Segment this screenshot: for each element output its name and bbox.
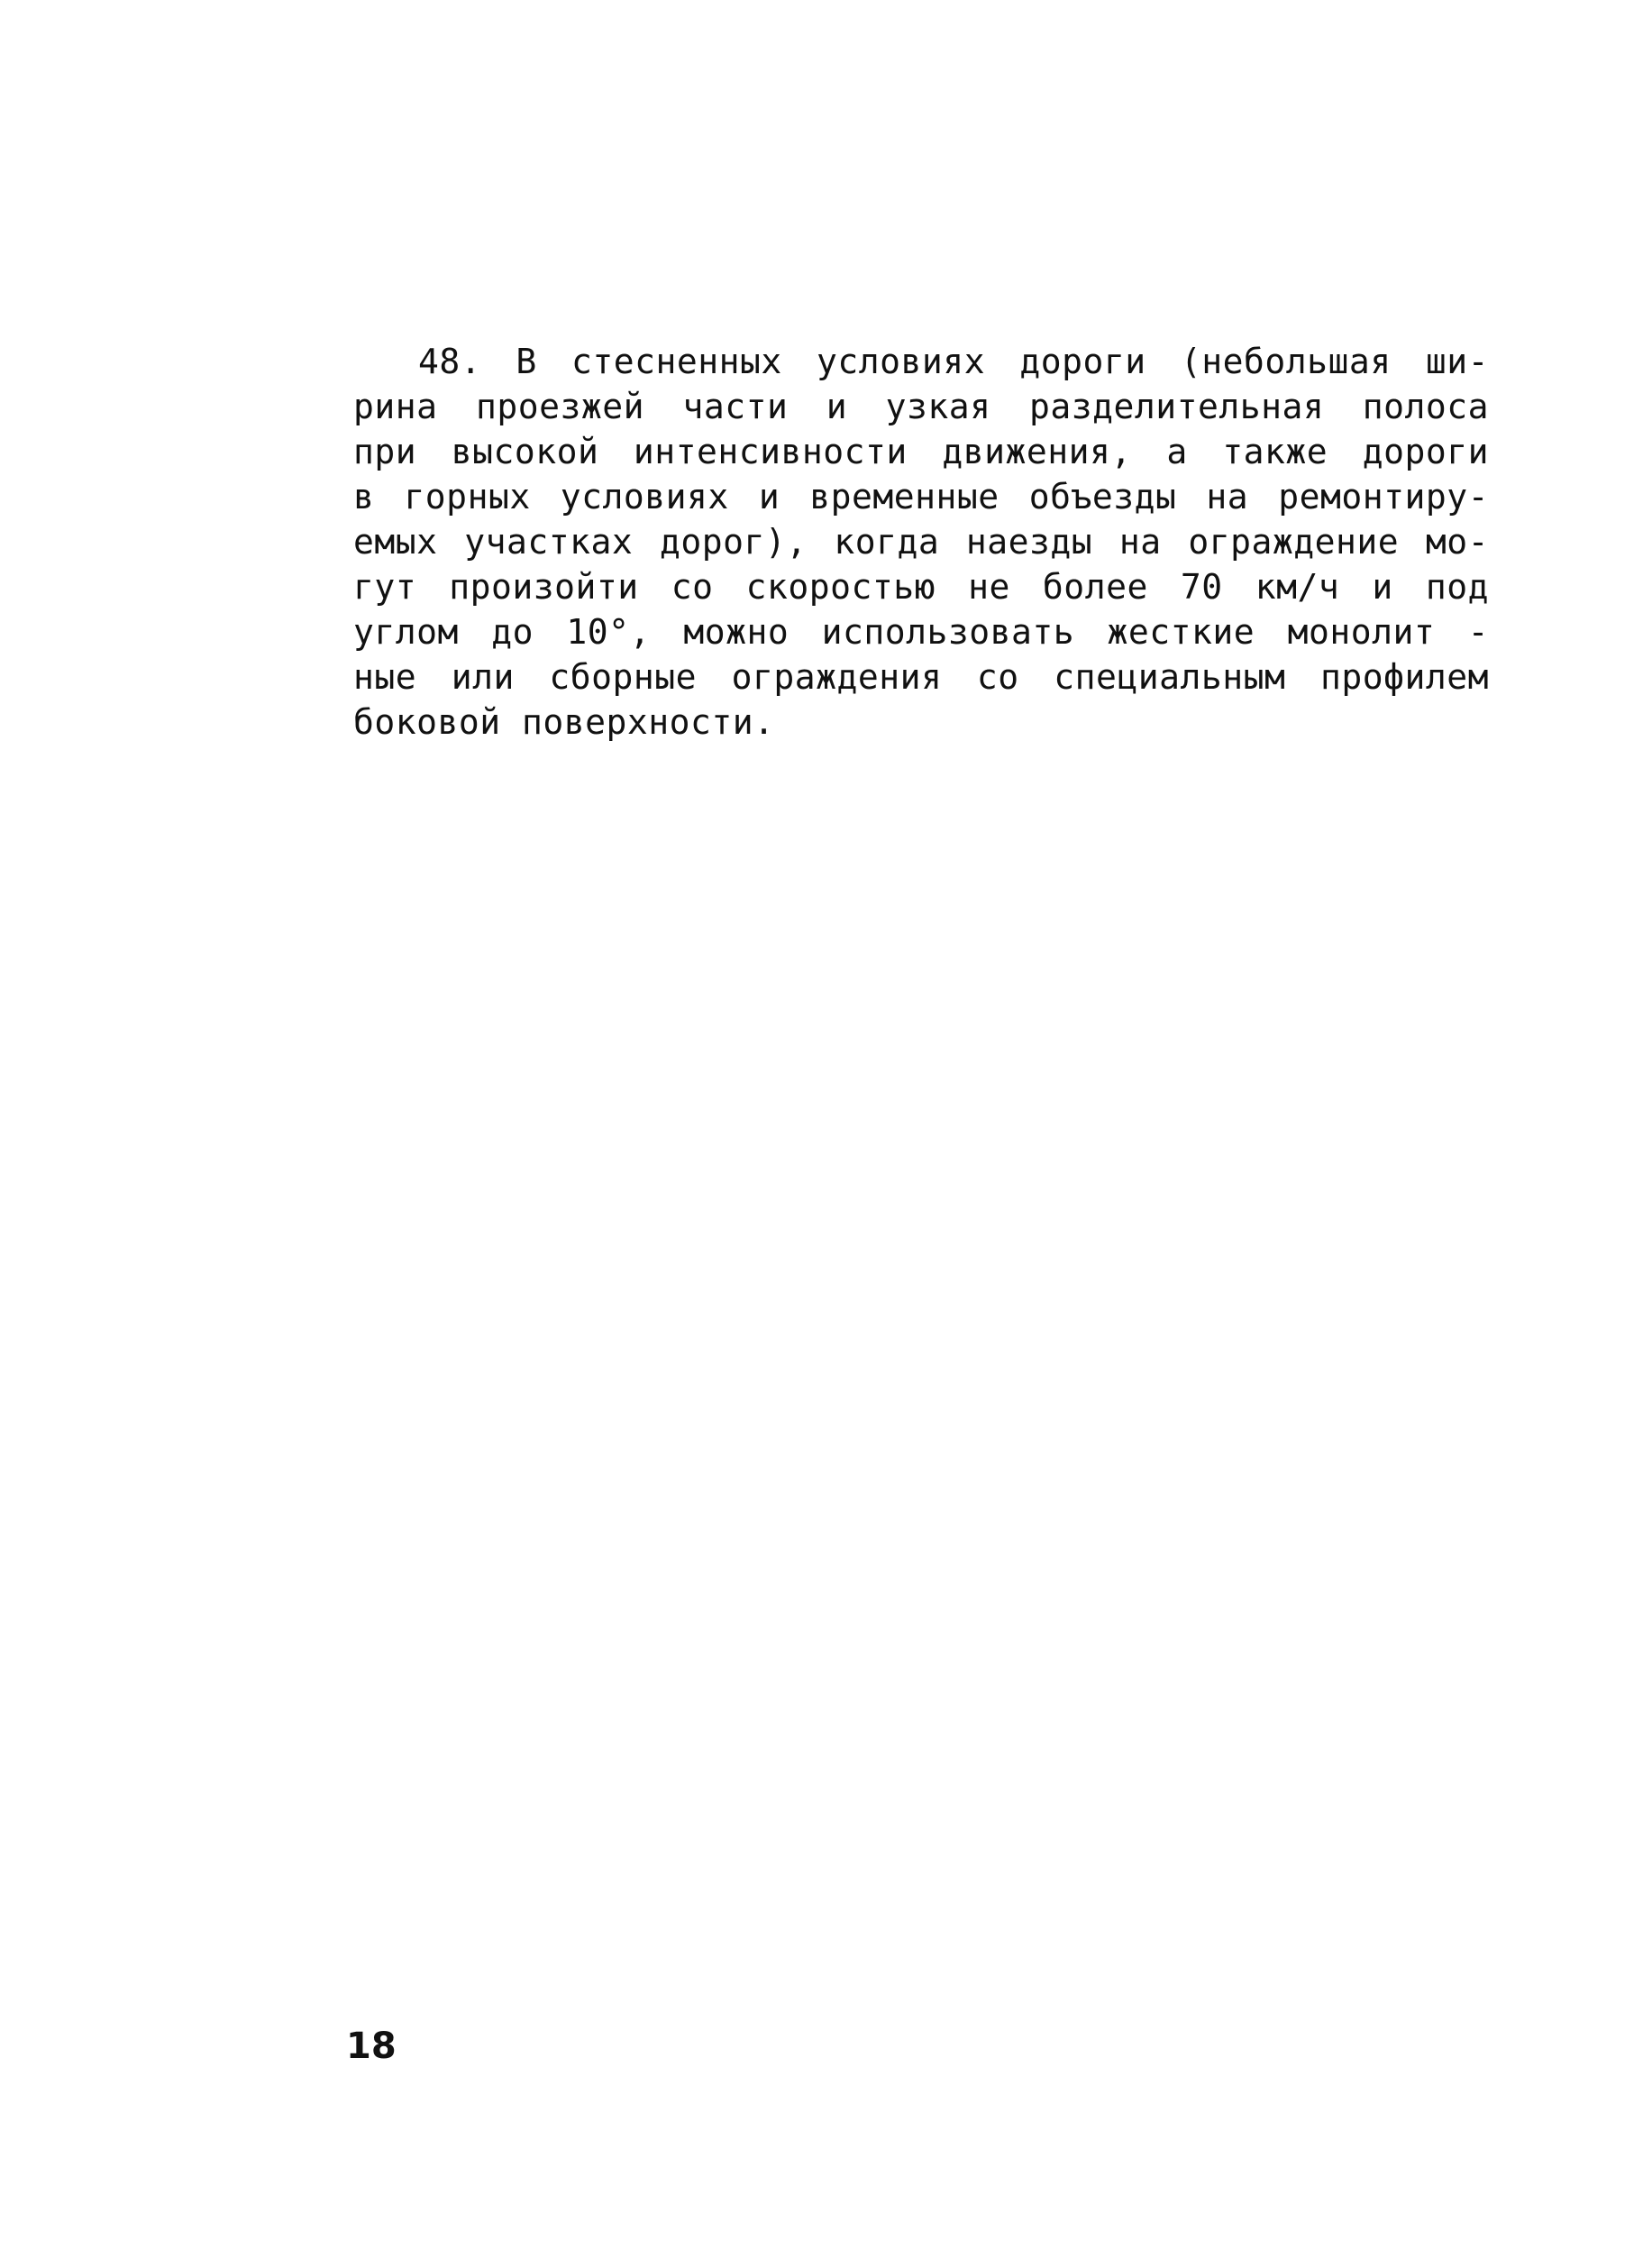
paragraph-line: углом до 10°, можно использовать жесткие монолит - xyxy=(353,612,1489,652)
paragraph-line: 48. В стесненных условиях дороги (небольшая ши- xyxy=(418,342,1489,381)
paragraph-48 xyxy=(353,339,1489,745)
paragraph-line: емых участках дорог), когда наезды на ограждение мо- xyxy=(353,522,1489,562)
paragraph-line: при высокой интенсивности движения, а также дороги xyxy=(353,432,1489,471)
page-number: 18 xyxy=(346,2026,397,2067)
paragraph-line: рина проезжей части и узкая разделительная полоса xyxy=(353,387,1489,426)
paragraph-line: ные или сборные ограждения со специальным профилем xyxy=(353,657,1489,697)
paragraph-line: гут произойти со скоростью не более 70 км/ч и под xyxy=(353,567,1489,607)
paragraph-line: в горных условиях и временные объезды на ремонтиру- xyxy=(353,477,1489,517)
paragraph-line: боковой поверхности. xyxy=(353,702,775,742)
